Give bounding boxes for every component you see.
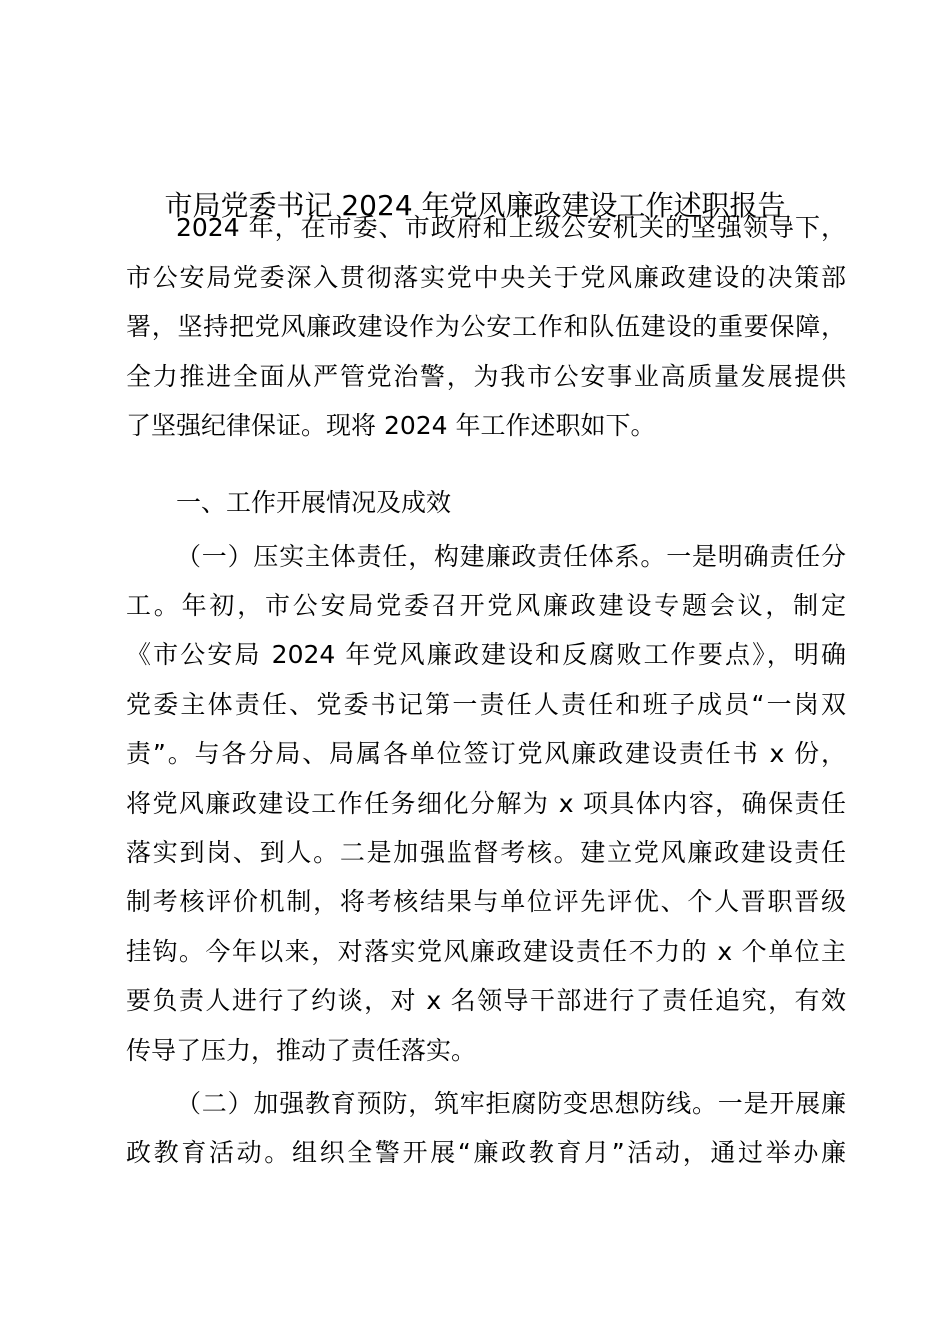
paragraph-line: 责”。与各分局、局属各单位签订党风廉政建设责任书 x 份，: [126, 739, 846, 768]
paragraph-line: 市公安局党委深入贯彻落实党中央关于党风廉政建设的决策部: [126, 263, 846, 292]
paragraph-line: 将党风廉政建设工作任务细化分解为 x 项具体内容，确保责任: [126, 789, 846, 818]
paragraph-line: 《市公安局 2024 年党风廉政建设和反腐败工作要点》，明确: [126, 640, 846, 669]
paragraph-line: 落实到岗、到人。二是加强监督考核。建立党风廉政建设责任: [126, 838, 846, 867]
paragraph-line: 工。年初，市公安局党委召开党风廉政建设专题会议，制定: [126, 591, 846, 620]
paragraph-line: 全力推进全面从严管党治警，为我市公安事业高质量发展提供: [126, 362, 846, 391]
paragraph-line: 传导了压力，推动了责任落实。: [126, 1036, 477, 1065]
paragraph-line: 了坚强纪律保证。现将 2024 年工作述职如下。: [126, 411, 656, 440]
paragraph-line: 要负责人进行了约谈，对 x 名领导干部进行了责任追究，有效: [126, 986, 846, 1015]
paragraph-line: 挂钩。今年以来，对落实党风廉政建设责任不力的 x 个单位主: [126, 937, 846, 966]
section-heading: 一、工作开展情况及成效: [176, 488, 452, 517]
paragraph-line: 党委主体责任、党委书记第一责任人责任和班子成员“一岗双: [126, 690, 846, 719]
document-title: 市局党委书记 2024 年党风廉政建设工作述职报告: [164, 189, 786, 222]
paragraph-line: 2024 年，在市委、市政府和上级公安机关的坚强领导下，: [176, 213, 846, 242]
paragraph-line: 署，坚持把党风廉政建设作为公安工作和队伍建设的重要保障，: [126, 312, 846, 341]
paragraph-line: （一）压实主体责任，构建廉政责任体系。一是明确责任分: [176, 542, 846, 571]
paragraph-line: （二）加强教育预防，筑牢拒腐防变思想防线。一是开展廉: [176, 1089, 846, 1118]
paragraph-line: 制考核评价机制，将考核结果与单位评先评优、个人晋职晋级: [126, 887, 846, 916]
paragraph-line: 政教育活动。组织全警开展“廉政教育月”活动，通过举办廉: [126, 1138, 846, 1167]
